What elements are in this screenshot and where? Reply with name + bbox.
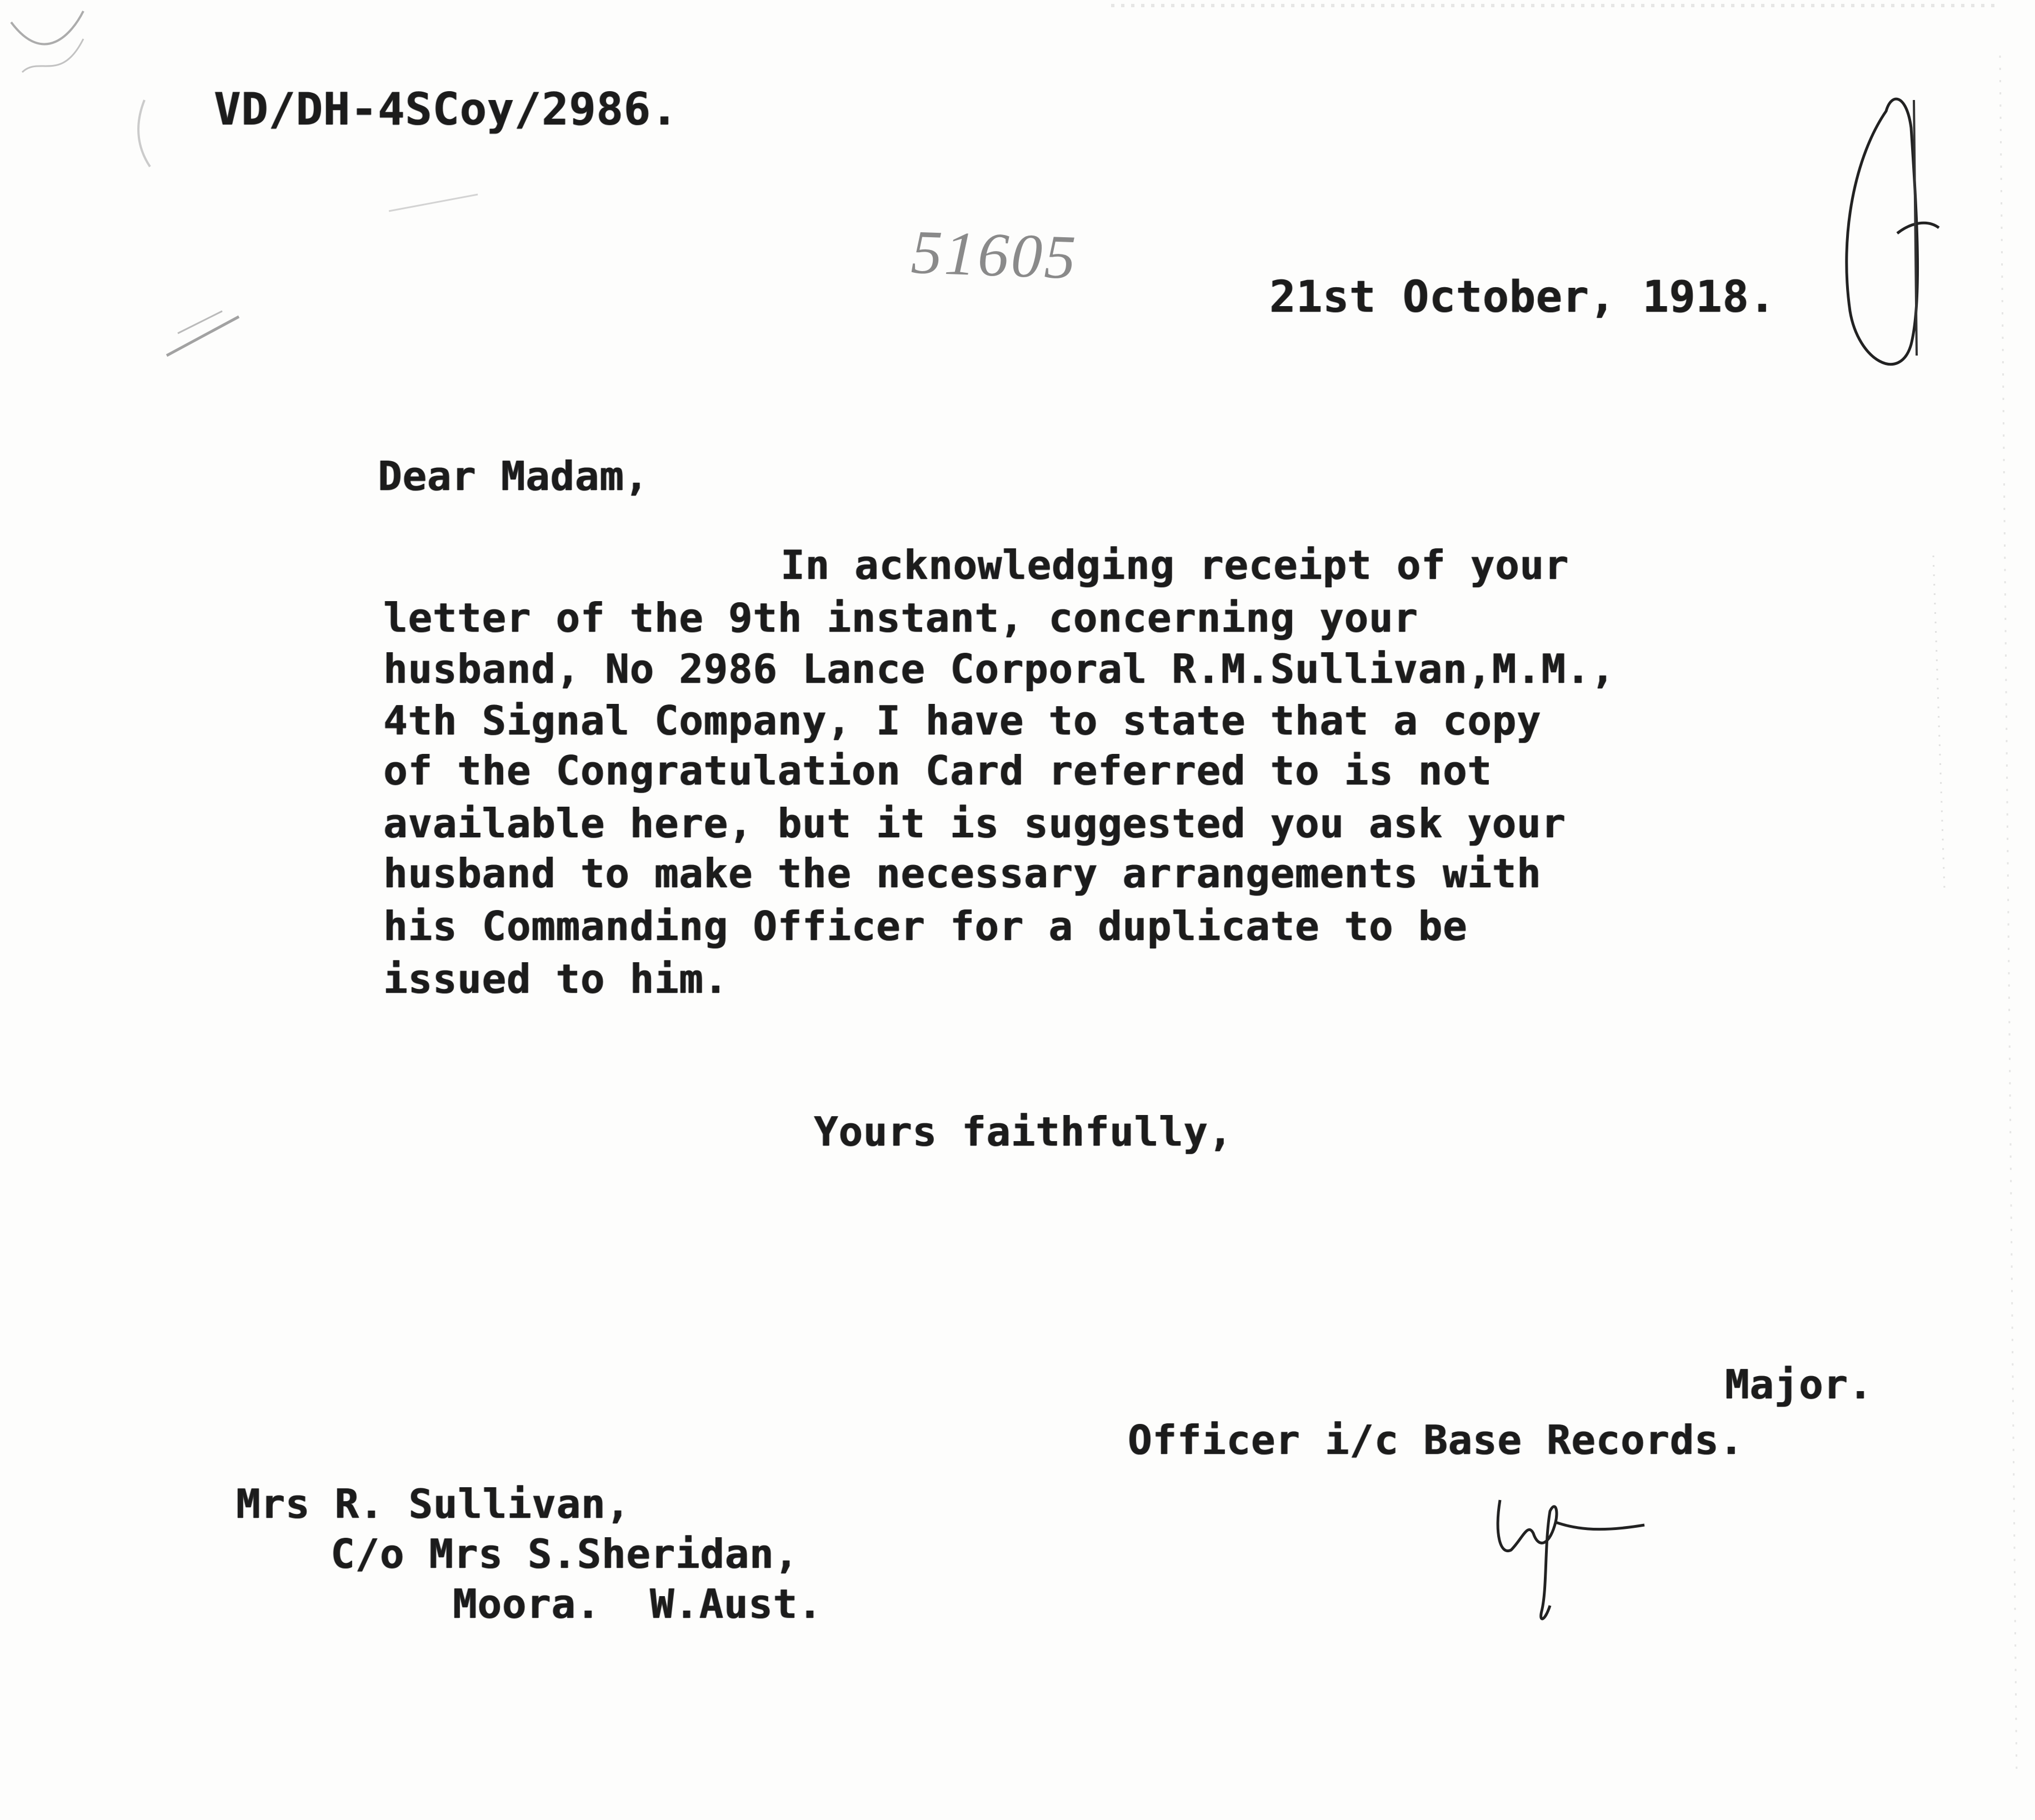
body-line: available here, but it is suggested you ask your: [383, 800, 1566, 847]
body-line: of the Congratulation Card referred to is not: [383, 747, 1492, 794]
body-line: husband to make the necessary arrangements with: [383, 850, 1542, 897]
body-line: 4th Signal Company, I have to state that a copy: [383, 697, 1542, 744]
addressee-line: Mrs R. Sullivan,: [236, 1481, 631, 1527]
reference-number: VD/DH-4SCoy/2986.: [214, 83, 678, 135]
addressee-line: Moora. W.Aust.: [453, 1581, 823, 1627]
body-line: letter of the 9th instant, concerning your: [383, 594, 1418, 641]
letter-date: 21st October, 1918.: [1269, 272, 1776, 322]
salutation: Dear Madam,: [378, 453, 649, 499]
registry-stamp-number: 51605: [909, 217, 1079, 293]
body-line: In acknowledging receipt of your: [781, 542, 1569, 588]
addressee-line: C/o Mrs S.Sheridan,: [331, 1531, 799, 1577]
signatory-office: Officer i/c Base Records.: [1128, 1417, 1744, 1463]
closing: Yours faithfully,: [814, 1108, 1233, 1155]
body-line: issued to him.: [383, 956, 728, 1002]
signatory-rank: Major.: [1725, 1361, 1873, 1408]
body-line: his Commanding Officer for a duplicate to be: [383, 903, 1468, 949]
body-line: husband, No 2986 Lance Corporal R.M.Sullivan,M.M.,: [383, 646, 1616, 692]
